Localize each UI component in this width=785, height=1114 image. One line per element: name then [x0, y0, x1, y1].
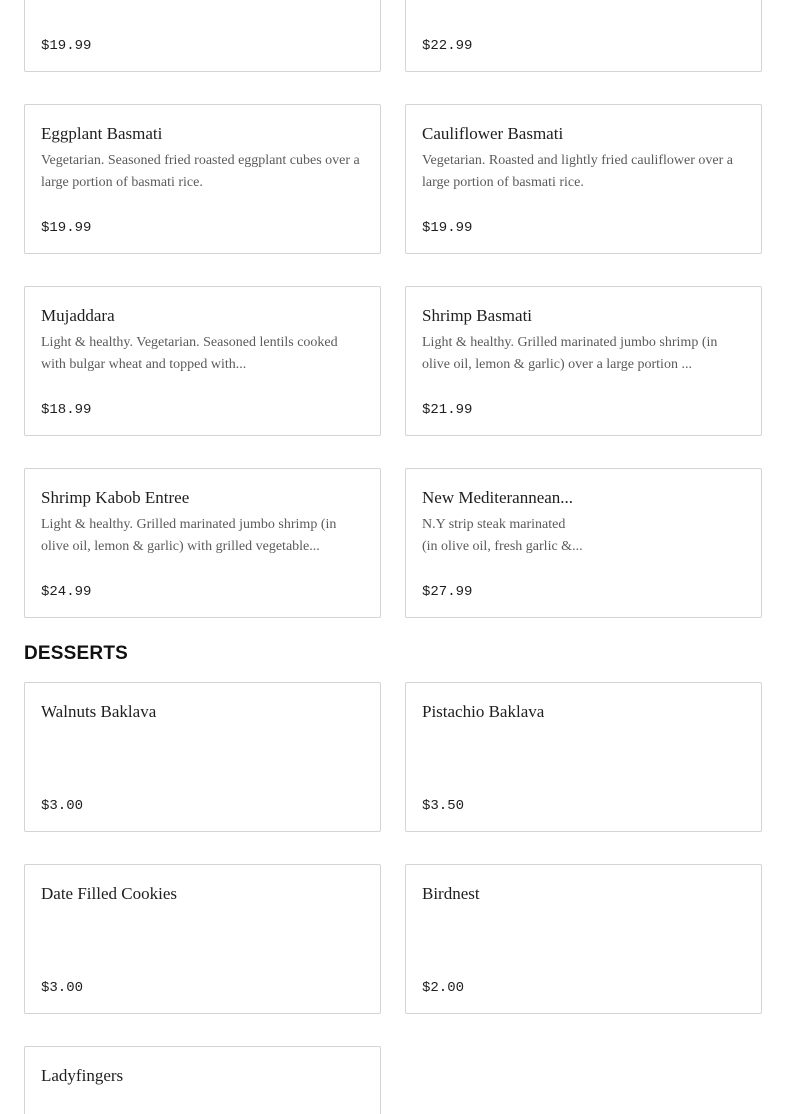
menu-item-card[interactable] — [405, 286, 762, 436]
item-name: Eggplant Basmati — [41, 124, 163, 143]
menu-item-card[interactable] — [24, 286, 381, 436]
item-price: $21.99 — [422, 402, 473, 418]
menu-item-card[interactable] — [24, 1046, 381, 1114]
item-price: $19.99 — [422, 220, 473, 236]
item-description: Light & healthy. Vegetarian. Seasoned lentils cooked with bulgar wheat and topped with... — [41, 335, 338, 372]
item-name: Birdnest — [422, 884, 480, 903]
item-description — [41, 0, 364, 2]
item-description: Light & healthy. Grilled marinated jumbo shrimp (in olive oil, lemon & garlic) over a large portion ... — [422, 335, 718, 372]
item-name: Cauliflower Basmati — [422, 124, 564, 143]
menu-item-card[interactable] — [24, 682, 381, 832]
item-price: $24.99 — [41, 584, 92, 600]
item-price: $27.99 — [422, 584, 473, 600]
item-name: Walnuts Baklava — [41, 702, 157, 721]
menu-item-card[interactable] — [24, 0, 381, 72]
item-description: N.Y strip steak marinated (in olive oil, fresh garlic &... — [422, 517, 583, 554]
item-price: $22.99 — [422, 38, 473, 54]
item-price: $3.00 — [41, 798, 84, 814]
item-price: $18.99 — [41, 402, 92, 418]
item-description: Vegetarian. Seasoned fried roasted eggplant cubes over a large portion of basmati rice. — [41, 153, 360, 190]
menu-item-card[interactable] — [405, 864, 762, 1014]
item-name: Date Filled Cookies — [41, 884, 177, 903]
item-name: Shrimp Basmati — [422, 306, 533, 325]
item-description: Vegetarian. Roasted and lightly fried cauliflower over a large portion of basmati rice. — [422, 153, 733, 190]
section-heading-desserts: DESSERTS — [24, 643, 129, 664]
item-price: $19.99 — [41, 220, 92, 236]
item-name: Pistachio Baklava — [422, 702, 545, 721]
item-name: Shrimp Kabob Entree — [41, 488, 190, 507]
menu-item-card[interactable] — [405, 104, 762, 254]
item-description — [422, 0, 745, 2]
item-name: New Mediterannean... — [422, 488, 574, 507]
menu-item-card[interactable] — [405, 468, 762, 618]
menu-item-card[interactable] — [24, 104, 381, 254]
item-price: $3.00 — [41, 980, 84, 996]
item-price: $3.50 — [422, 798, 465, 814]
item-description: Light & healthy. Grilled marinated jumbo shrimp (in olive oil, lemon & garlic) with grilled vegetable... — [41, 517, 337, 554]
item-price: $2.00 — [422, 980, 465, 996]
item-price: $19.99 — [41, 38, 92, 54]
menu-item-card[interactable] — [405, 0, 762, 72]
menu-item-card[interactable] — [24, 864, 381, 1014]
item-name: Ladyfingers — [41, 1066, 124, 1085]
menu-item-card[interactable] — [24, 468, 381, 618]
item-name: Mujaddara — [41, 306, 115, 325]
menu-item-card[interactable] — [405, 682, 762, 832]
